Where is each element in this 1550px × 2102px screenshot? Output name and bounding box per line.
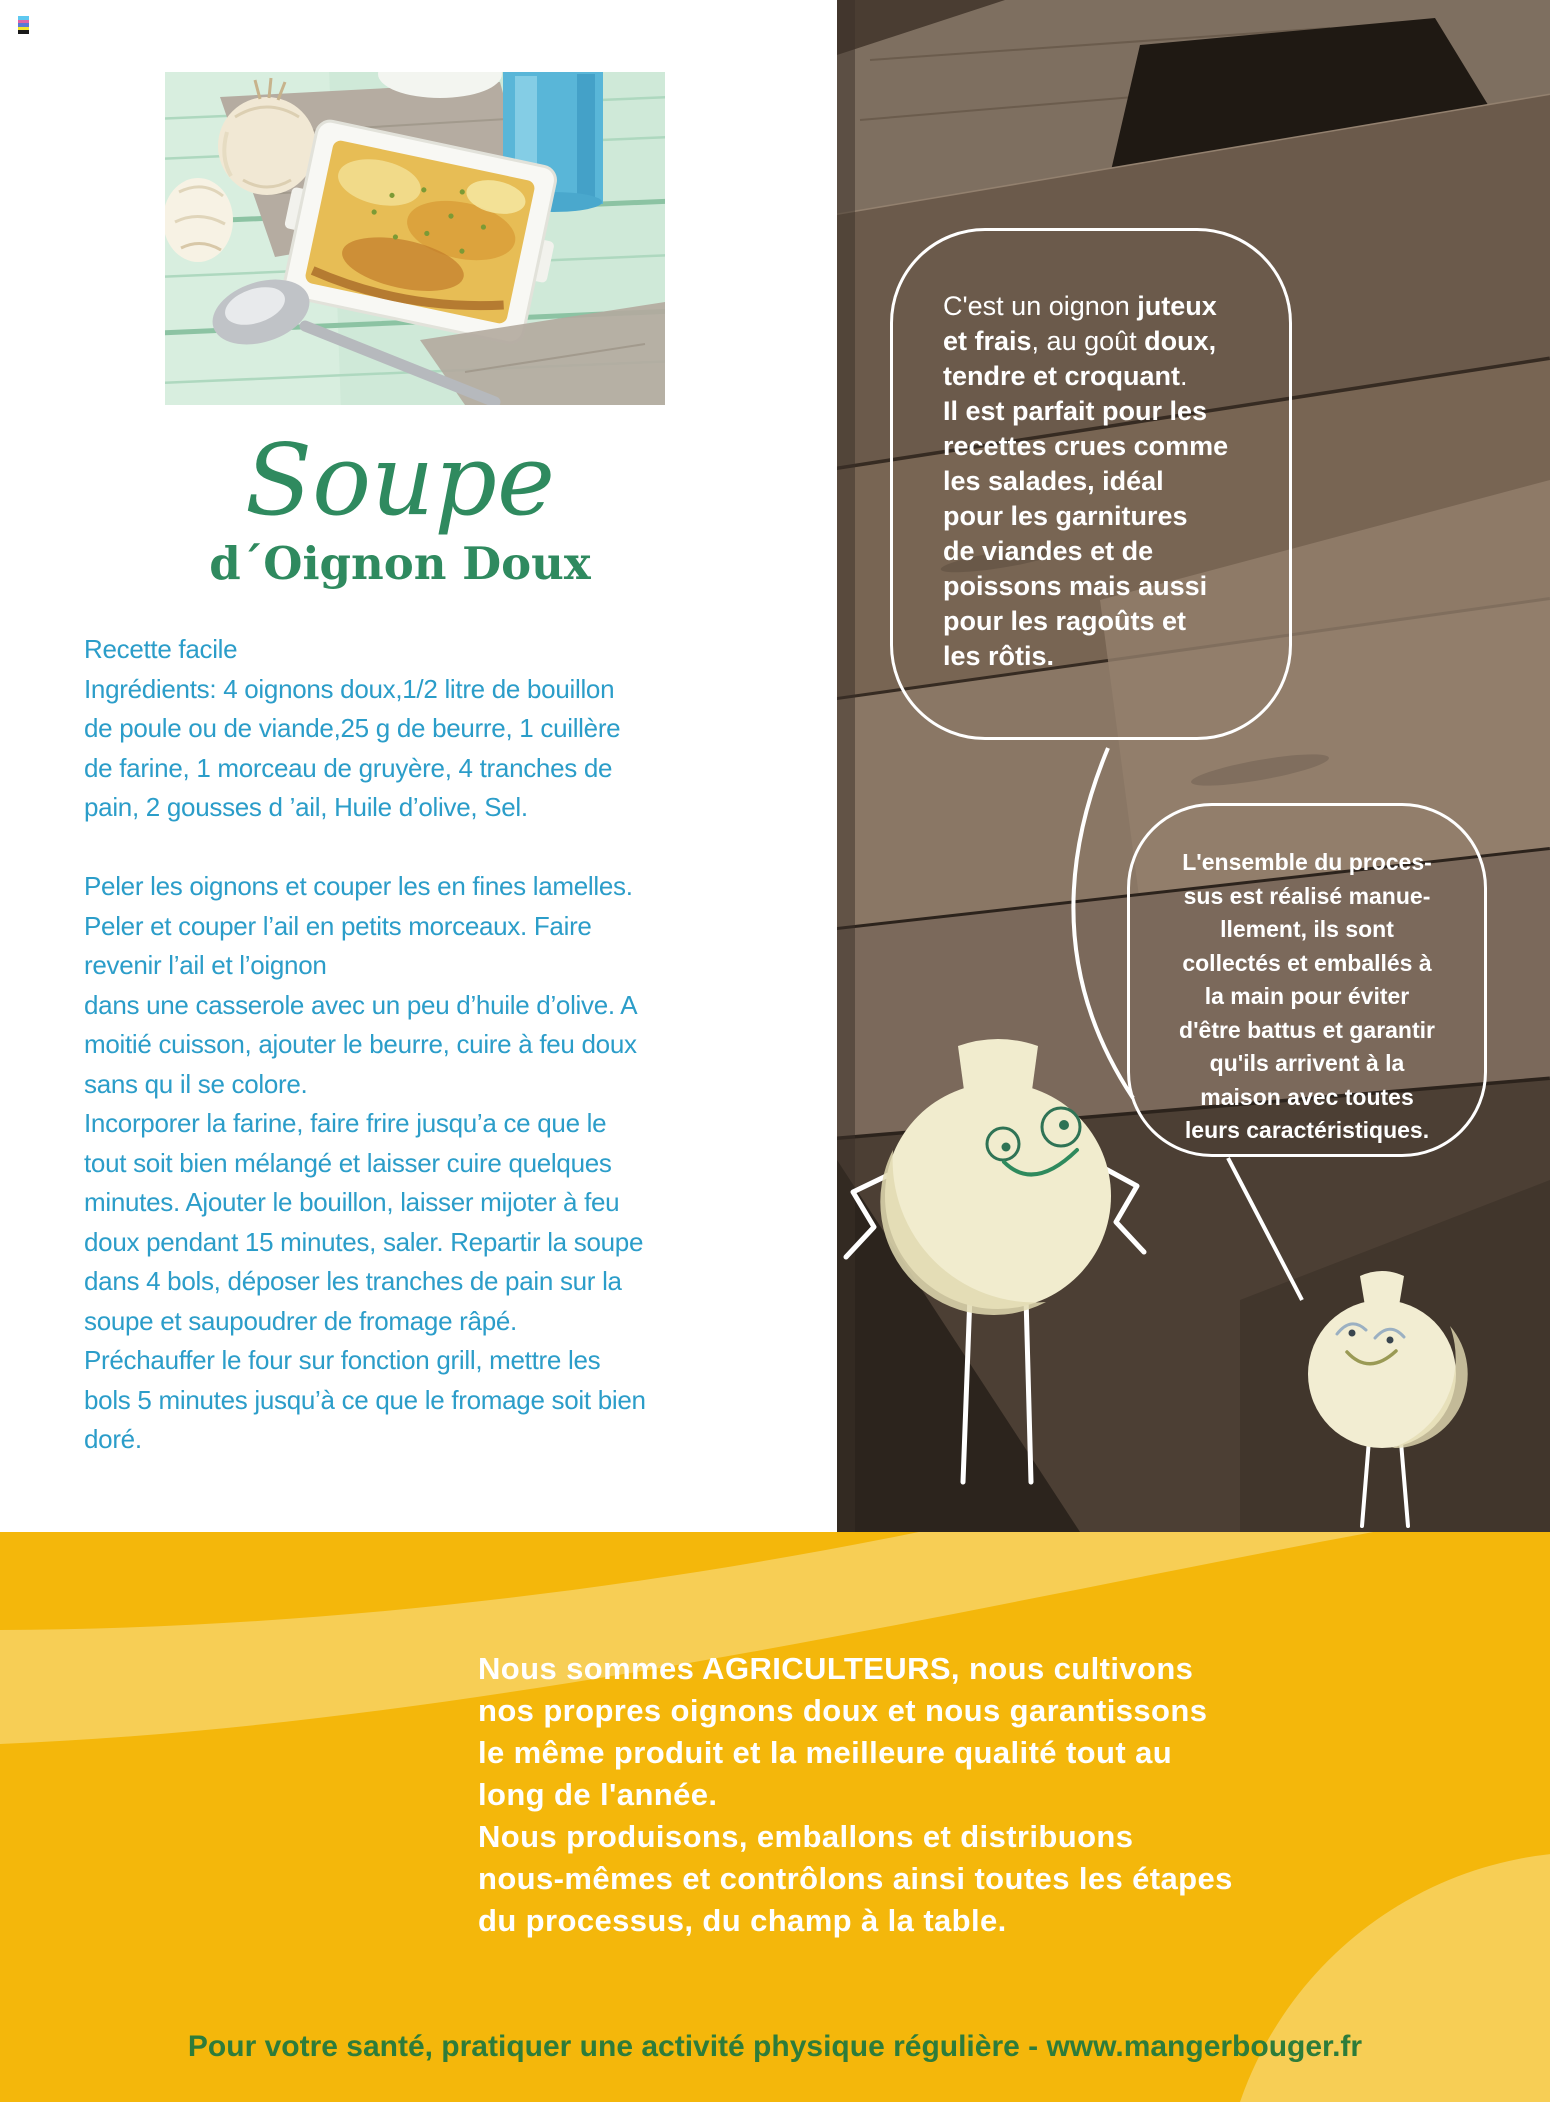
speech-bubble-product-text: C'est un oignon juteux et frais, au goût doux, tendre et croquant. Il est parfait pour les recettes crues comme les salades, idéal pour les garnitures de viandes et de poissons mais aussi pour les ragoûts et les rôtis. [943, 291, 1229, 671]
print-registration-mark [18, 16, 29, 34]
recipe-text: Recette facile Ingrédients: 4 oignons doux,1/2 litre de bouillon de poule ou de viande,25 g de beurre, 1 cuillère de farine, 1 morceau de gruyère, 4 tranches de pain, 2 gousses d ’ail, Huile d’olive, Sel. Peler les oignons et couper les en fines lamelles. Peler et couper l’ail en petits morceaux. Faire revenir l’ail et l’oignon dans une casserole avec un peu d’huile d’olive. A moitié cuisson, ajouter le beurre, cuire à feu doux sans qu il se colore. Incorporer la farine, faire frire jusqu’a ce que le tout soit bien mélangé et laisser cuire quelques minutes. Ajouter le bouillon, laisser mijoter à feu doux pendant 15 minutes, saler. Repartir la soupe dans 4 bols, déposer les tranches de pain sur la soupe et saupoudrer de fromage râpé. Préchauffer le four sur fonction grill, mettre les bols 5 minutes jusqu’à ce que le fromage soit bien doré. [84, 634, 646, 1454]
mark-stripe [18, 30, 29, 34]
farmers-banner [0, 1532, 1550, 2102]
title-block [40, 424, 760, 590]
recipe-title: Soupe [245, 424, 555, 538]
farmers-statement: Nous sommes AGRICULTEURS, nous cultivons nos propres oignons doux et nous garantissons le même produit et la meilleure qualité tout au long de l'année. Nous produisons, emballons et distribuons nous-mêmes et contrôlons ainsi toutes les étapes du processus, du champ à la table. [478, 1651, 1233, 1938]
speech-bubble-process [1127, 803, 1487, 1157]
health-message: Pour votre santé, pratiquer une activité physique régulière - www.mangerbouger.fr [187, 2030, 1363, 2063]
light-circle [1220, 1852, 1550, 2102]
recipe-subtitle: d´Oignon Doux [209, 536, 591, 590]
speech-bubble-product [890, 228, 1292, 740]
speech-bubble-process-text: L'ensemble du proces- sus est réalisé manue- llement, ils sont collectés et emballés à la main pour éviter d'être battus et garantir qu'ils arrivent à la maison avec toutes leurs caractéristiques. [1179, 849, 1435, 1143]
cut-onion [165, 178, 233, 262]
onion-soup-photo [165, 72, 665, 405]
